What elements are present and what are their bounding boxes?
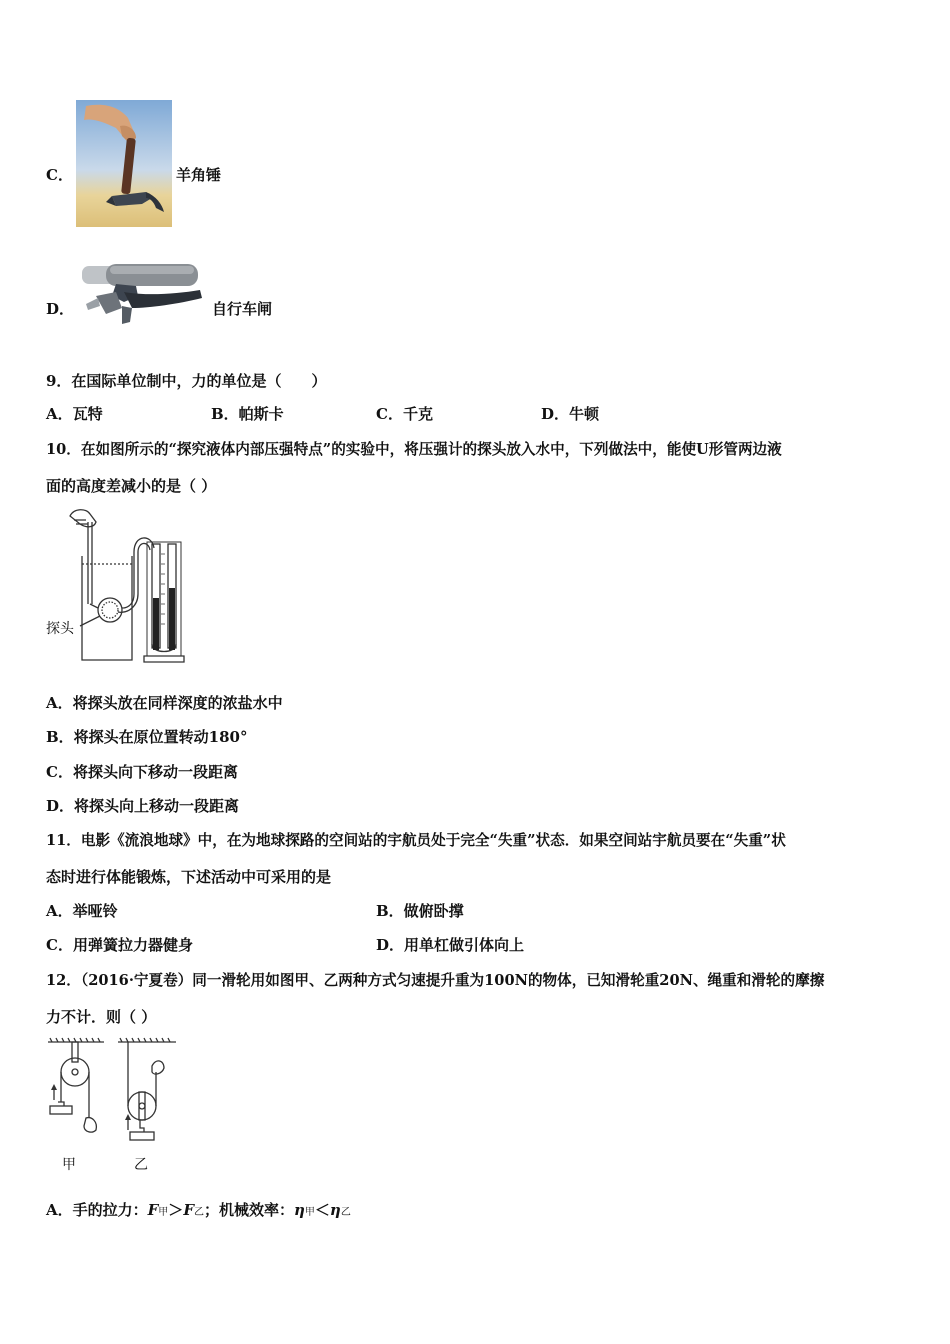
option-d-letter: D． (46, 300, 75, 318)
q10-option-c: C．将探头向下移动一段距离 (46, 763, 238, 781)
q12-a-prefix: A．手的拉力： (46, 1201, 148, 1219)
label-jia: 甲 (62, 1157, 76, 1173)
q10-option-b: B．将探头在原位置转动180° (46, 728, 248, 746)
q11-option-d: D．用单杠做引体向上 (376, 936, 525, 954)
q10-option-a: A．将探头放在同样深度的浓盐水中 (46, 694, 283, 712)
probe-label: 探头 (46, 621, 74, 637)
q12-a-eta: η (293, 1201, 305, 1219)
q11-option-b: B．做俯卧撑 (376, 902, 464, 920)
q10-option-d: D．将探头向上移动一段距离 (46, 797, 240, 815)
q10-stem-line2: 面的高度差减小的是（ ） (46, 477, 217, 495)
option-c-caption: 羊角锤 (176, 166, 222, 184)
option-c-letter: C． (46, 166, 73, 184)
q11-option-c: C．用弹簧拉力器健身 (46, 936, 193, 954)
q12-a-f: F (147, 1201, 159, 1219)
claw-hammer-image (76, 100, 172, 227)
label-yi: 乙 (134, 1157, 148, 1173)
q9-stem: 9．在国际单位制中，力的单位是（ ） (46, 372, 327, 390)
q12-a-lt: ＜ (314, 1201, 330, 1219)
q9-option-a: A．瓦特 (46, 405, 103, 423)
q11-stem-line2: 态时进行体能锻炼，下述活动中可采用的是 (46, 868, 332, 886)
option-d-caption: 自行车闸 (212, 300, 273, 318)
q12-a-eta2: η (329, 1201, 341, 1219)
q12-a-gt: ＞ (168, 1201, 184, 1219)
q9-option-d: D．牛顿 (541, 405, 600, 423)
bicycle-brake-image (76, 262, 206, 330)
q12-a-f2: F (183, 1201, 194, 1219)
q11-option-a: A．举哑铃 (46, 902, 118, 920)
q12-a-mid: ；机械效率： (203, 1201, 294, 1219)
q11-stem-line1: 11．电影《流浪地球》中，在为地球探路的空间站的宇航员处于完全“失重”状态．如果空间站宇航员要在“失重”状 (46, 832, 786, 849)
q12-a-sub-yi: 乙 (193, 1207, 204, 1218)
q9-option-c: C．千克 (376, 405, 433, 423)
q12-a-sub-yi2: 乙 (340, 1207, 351, 1218)
pressure-gauge-figure (44, 504, 194, 666)
q12-option-a (46, 1199, 351, 1220)
q10-stem-line1: 10．在如图所示的“探究液体内部压强特点”的实验中，将压强计的探头放入水中，下列做法中，能使U形管两边液 (46, 441, 782, 458)
q9-option-b: B．帕斯卡 (211, 405, 284, 423)
q12-a-sub-jia: 甲 (158, 1207, 169, 1218)
pulley-figure (44, 1036, 180, 1156)
q12-stem-line1: 12．（2016·宁夏卷）同一滑轮用如图甲、乙两种方式匀速提升重为100N的物体，已知滑轮重20N、绳重和滑轮的摩擦 (46, 972, 825, 989)
q12-stem-line2: 力不计．则（ ） (46, 1008, 157, 1026)
q12-a-sub-jia2: 甲 (304, 1207, 315, 1218)
